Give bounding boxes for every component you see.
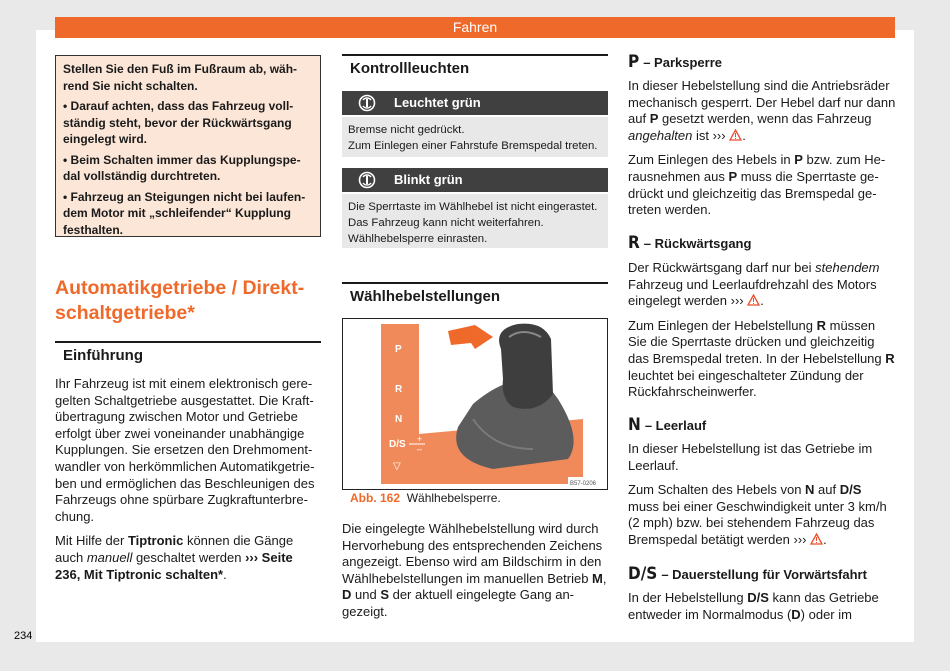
selector-label-down: ▽ bbox=[393, 461, 401, 472]
warning-triangle-icon bbox=[729, 129, 742, 141]
selector-label-r: R bbox=[395, 384, 403, 395]
gear-selector-illustration bbox=[343, 319, 608, 490]
position-p-text: In dieser Hebelstellung sind die Antriebsräder mechanisch gesperrt. Der Hebel darf nur dann auf P gesetzt werden, wenn das Fahrzeug angehalten ist ››› . Zum Einlegen des Hebels in P bzw. zum Herausnehmen aus P muss die Sperrtaste gedrückt und gleichzeitig das Bremspedal getreten werden. bbox=[628, 78, 896, 218]
selector-label-plus: + bbox=[417, 434, 423, 444]
selector-label-p: P bbox=[395, 344, 402, 355]
intro-text: Ihr Fahrzeug ist mit einem elektronisch geregelten Schaltgetriebe ausgestattet. Die Kraftübertragung zwischen Motor und Getriebe erfolgt über zwei voneinander unabhängige Kupplungen. Sie ersetzen den Drehmomentwandler von herkömmlichen Automatikgetrieben und ermöglichen das Beschleunigen des Fahrzeugs ohne spürbare Zugkraftunterbrechung. Mit Hilfe der Tiptronic können die Gänge auch manuell geschaltet werden ››› Seite 236, Mit Tiptronic schalten*. bbox=[55, 376, 315, 582]
section-heading-indicators: Kontrollleuchten bbox=[342, 54, 608, 77]
warning-triangle-icon bbox=[810, 533, 823, 545]
position-n-text: In dieser Hebelstellung ist das Getriebe im Leerlauf. Zum Schalten des Hebels von N auf D/S muss bei einer Geschwindigkeit unter 3 km/h (2 mph) bzw. bei stehendem Fahrzeug das Bremspedal betätigt werden ››› . bbox=[628, 441, 887, 547]
selector-label-n: N bbox=[395, 414, 403, 425]
page-number: 234 bbox=[14, 630, 33, 642]
gear-indicator-icon bbox=[358, 94, 376, 112]
page-header: Fahren bbox=[55, 17, 895, 38]
warning-bullet: • Fahrzeug an Steigungen nicht bei laufendem Motor mit „schleifender“ Kupplung festhalten. bbox=[63, 189, 306, 237]
position-r-heading: R – Rückwärtsgang bbox=[628, 233, 752, 253]
position-ds-heading: D/S – Dauerstellung für Vorwärtsfahrt bbox=[628, 564, 867, 584]
position-n-heading: N – Leerlauf bbox=[628, 415, 707, 435]
indicator-green-blink-text: Die Sperrtaste im Wählhebel ist nicht eingerastet. Das Fahrzeug kann nicht weiterfahren. Wählhebelsperre einrasten. bbox=[342, 194, 608, 248]
indicator-green-steady-text: Bremse nicht gedrückt. Zum Einlegen einer Fahrstufe Bremspedal treten. bbox=[342, 117, 608, 157]
figure-code: B57-0206 bbox=[570, 481, 597, 487]
warning-triangle-icon bbox=[747, 294, 760, 306]
warning-box bbox=[55, 55, 321, 237]
section-heading-intro: Einführung bbox=[55, 341, 321, 364]
indicator-green-blink-header: Blinkt grün bbox=[342, 168, 608, 192]
selector-label-ds: D/S bbox=[389, 439, 406, 450]
figure-caption: Abb. 162 Wählhebelsperre. bbox=[350, 491, 501, 505]
position-r-text: Der Rückwärtsgang darf nur bei stehendem Fahrzeug und Leerlaufdrehzahl des Motors eingelegt werden ››› . Zum Einlegen der Hebelstellung R müssen Sie die Sperrtaste drücken und gleichzeitig das Bremspedal treten. In der Hebelstellung R leuchtet bei eingeschalteter Zündung der Rückfahrscheinwerfer. bbox=[628, 260, 895, 400]
chapter-title: Automatikgetriebe / Direkt- schaltgetriebe* bbox=[55, 277, 305, 324]
position-p-heading: P – Parksperre bbox=[628, 52, 722, 72]
indicator-green-steady-header: Leuchtet grün bbox=[342, 91, 608, 115]
warning-bullet: • Darauf achten, dass das Fahrzeug vollständig steht, bevor der Rückwärtsgang eingelegt wird. bbox=[63, 99, 294, 146]
page-link[interactable]: ››› Seite 236, Mit Tiptronic schalten* bbox=[55, 549, 293, 582]
gear-indicator-icon bbox=[358, 171, 376, 189]
position-ds-text: In der Hebelstellung D/S kann das Getriebe entweder im Normalmodus (D) oder im bbox=[628, 590, 879, 622]
selector-text: Die eingelegte Wählhebelstellung wird durch Hervorhebung des entsprechenden Zeichens angezeigt. Ebenso wird am Bildschirm in den Wählhebelstellungen im manuellen Betrieb M, D und S der aktuell eingelegte Gang angezeigt. bbox=[342, 521, 607, 619]
section-heading-selector: Wählhebelstellungen bbox=[342, 282, 608, 305]
warning-intro: Stellen Sie den Fuß im Fußraum ab, während Sie nicht schalten. bbox=[63, 62, 298, 93]
figure-gear-selector bbox=[342, 318, 608, 490]
selector-label-minus: – bbox=[417, 444, 423, 454]
warning-bullet: • Beim Schalten immer das Kupplungspedal vollständig durchtreten. bbox=[63, 152, 301, 183]
